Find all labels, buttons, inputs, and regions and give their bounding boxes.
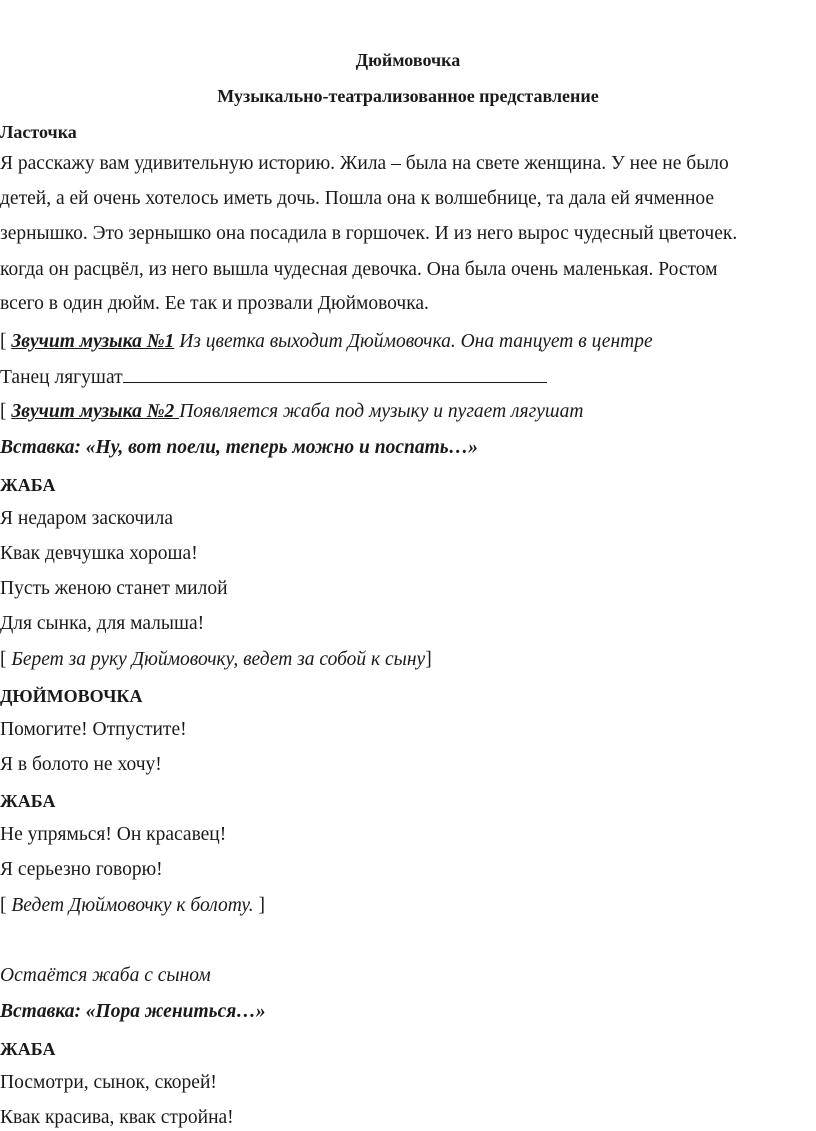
bracket-open: [ (0, 895, 12, 916)
verse-line: Я в болото не хочу! (0, 754, 162, 775)
stage-direction-music-2 (0, 400, 583, 424)
verse-line: Я серьезно говорю! (0, 859, 163, 880)
document-title: Дюймовочка (355, 50, 461, 70)
stage-direction-text: Появляется жаба под музыку и пугает лягушат (179, 401, 584, 422)
stage-direction-text: Ведет Дюймовочку к болоту. (11, 895, 254, 916)
stage-direction-lead (0, 648, 432, 672)
bracket-open: [ (0, 331, 12, 352)
speaker-toad: ЖАБА (0, 1039, 56, 1059)
document-subtitle: Музыкально-театрализованное представление (217, 86, 599, 106)
narration-line-1: Я расскажу вам удивительную историю. Жила – была на свете женщина. У нее не было (0, 153, 729, 174)
verse-line: Посмотри, сынок, скорей! (0, 1072, 217, 1093)
verse-line: Для сынка, для малыша! (0, 613, 205, 634)
verse-line: Пусть женою станет милой (0, 578, 228, 599)
verse-line: Квак девчушка хороша! (0, 543, 198, 564)
speaker-thumbelina: ДЮЙМОВОЧКА (0, 686, 143, 706)
speaker-toad: ЖАБА (0, 791, 56, 811)
bracket-open: [ (0, 401, 12, 422)
stage-direction-text: Из цветка выходит Дюймовочка. Она танцует в центре (174, 331, 653, 352)
stage-direction-remains: Остаётся жаба с сыном (0, 965, 211, 986)
stage-direction-music-1 (0, 330, 653, 354)
narration-line-2: детей, а ей очень хотелось иметь дочь. Пошла она к волшебнице, та дала ей ячменное (0, 188, 715, 209)
narration-line-4: когда он расцвёл, из него вышла чудесная девочка. Она была очень маленькая. Ростом (0, 259, 718, 280)
verse-line: Я недаром заскочила (0, 508, 174, 529)
stage-direction-text: Берет за руку Дюймовочку, ведет за собой к сыну (11, 649, 426, 670)
bracket-close: ] (253, 895, 265, 916)
music-cue-1: Звучит музыка №1 (11, 331, 175, 352)
verse-line: Помогите! Отпустите! (0, 719, 187, 740)
speaker-toad: ЖАБА (0, 475, 56, 495)
verse-line: Квак красива, квак стройна! (0, 1107, 234, 1128)
insert-line-2: Вставка: «Пора жениться…» (0, 1001, 266, 1022)
blank-underline (123, 364, 547, 383)
stage-direction-swamp (0, 894, 265, 918)
music-cue-2: Звучит музыка №2 (11, 401, 180, 422)
bracket-close: ] (425, 649, 432, 670)
narration-line-3: зернышко. Это зернышко она посадила в горшочек. И из него вырос чудесный цветочек. (0, 223, 738, 244)
narration-line-5: всего в один дюйм. Ее так и прозвали Дюймовочка. (0, 293, 429, 314)
verse-line: Не упрямься! Он красавец! (0, 824, 227, 845)
frog-dance-line (0, 364, 547, 390)
insert-line-1: Вставка: «Ну, вот поели, теперь можно и поспать…» (0, 437, 478, 458)
bracket-open: [ (0, 649, 12, 670)
frog-dance-label: Танец лягушат (0, 367, 123, 388)
speaker-swallow: Ласточка (0, 122, 77, 142)
